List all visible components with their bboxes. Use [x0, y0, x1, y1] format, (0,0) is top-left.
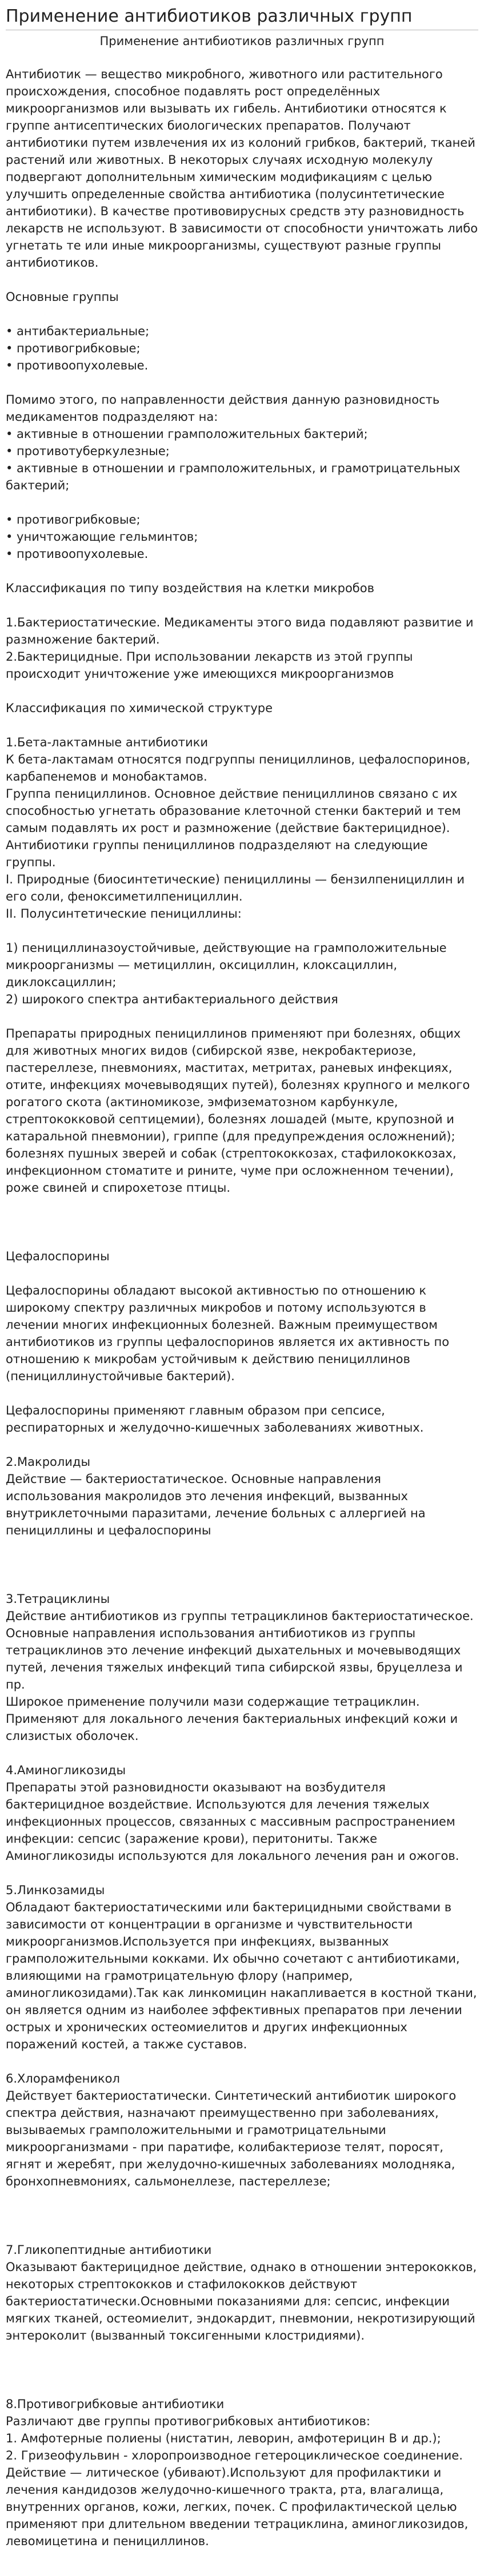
document-paragraph: 1.Бактериостатические. Медикаменты этого вида подавляют развитие и размножение бактерий. 2.Бактерицидные. При использовании лекарств из этой группы происходит уничтожение уже имеющихся микроорганизмов	[6, 616, 474, 681]
document-paragraph: Классификация по типу воздействия на клетки микробов	[6, 581, 374, 595]
document-paragraph: Классификация по химической структуре	[6, 701, 273, 715]
document-paragraph: Антибиотик — вещество микробного, животного или растительного происхождения, способное подавлять рост определённых микроорганизмов или вызывать их гибель. Антибиотики относятся к группе антисептических биологических препаратов. Получают антибиотики путем извлечения их из колоний грибков, бактерий, тканей растений или животных. В некоторых случаях исходную молекулу подвергают дополнительным химическим модификациям с целью улучшить определенные свойства антибиотика (полусинтетические антибиотики). В качестве противовирусных средств эту разновидность лекарств не используют. В зависимости от способности уничтожать либо угнетать те или иные микроорганизмы, существуют разные группы антибиотиков.	[6, 67, 478, 270]
document-paragraph: Цефалоспорины	[6, 1249, 110, 1263]
document-paragraph: 1.Бета-лактамные антибиотики К бета-лактамам относятся подгруппы пенициллинов, цефалоспоринов, карбапенемов и монобактамов. Группа пенициллинов. Основное действие пенициллинов связано с их способностью угнетать образование клеточной стенки бактерий и тем самым подавлять их рост и размножение (действие бактерицидное). Антибиотики группы пенициллинов подразделяют на следующие группы. I. Природные (биосинтетические) пенициллины — бензилпенициллин и его соли, феноксиметилпенициллин. II. Полусинтетические пенициллины:	[6, 736, 470, 921]
document-paragraph	[6, 1213, 478, 1231]
document-paragraph: • антибактериальные; • противогрибковые; • противоопухолевые.	[6, 324, 150, 372]
document-paragraph: Основные группы	[6, 290, 119, 304]
document-paragraph: Препараты природных пенициллинов применяют при болезнях, общих для животных многих видов (сибирской язве, некробактериозе, пастереллезе, пневмониях, маститах, метритах, раневых инфекциях, отите, инфекциях мочевыводящих путей), болезнях крупного и мелкого рогатого скота (актиномикозе, эмфизематозном карбункуле, стрептококковой септицемии), болезнях лошадей (мыте, крупозной и катаральной пневмонии), гриппе (для предупреждения осложнений); болезнях пушных зверей и собак (стрептококкозах, стафилококкозах, инфекционном стоматите и рините, чуме при осложненном течении), роже свиней и спирохетозе птицы.	[6, 1027, 470, 1195]
document-paragraph: 1) пенициллиназоустойчивые, действующие на грамположительные микроорганизмы — метициллин, оксициллин, клоксациллин, диклоксациллин; 2) широкого спектра антибактериального действия	[6, 941, 447, 1006]
document-paragraph: • противогрибковые; • уничтожающие гельминтов; • противоопухолевые.	[6, 513, 198, 561]
document-body	[6, 66, 478, 2550]
document-paragraph	[6, 2207, 478, 2224]
document-paragraph	[6, 1556, 478, 1573]
document-paragraph: 2.Макролиды Действие — бактериостатическое. Основные направления использования макролидов это лечения инфекций, вызванных внутриклеточными паразитами, лечение больных с аллергией на пенициллины и цефалоспорины	[6, 1455, 426, 1537]
page-title: Применение антибиотиков различных групп	[6, 6, 413, 26]
document-subtitle: Применение антибиотиков различных групп	[99, 34, 385, 48]
document-paragraph: Цефалоспорины применяют главным образом при сепсисе, респираторных и желудочно-кишечных заболеваниях животных.	[6, 1404, 424, 1434]
document-paragraph: 6.Хлорамфеникол Действует бактериостатически. Синтетический антибиотик широкого спектра действия, назначают преимущественно при заболеваниях, вызываемых грамположительными и грамотрицательными микроорганизмами - при паратифе, колибактериозе телят, поросят, ягнят и жеребят, при желудочно-кишечных заболеваниях молодняка, бронхопневмониях, сальмонеллезе, пастереллезе;	[6, 2072, 457, 2188]
document-paragraph	[6, 2361, 478, 2378]
document-paragraph: 5.Линкозамиды Обладают бактериостатическими или бактерицидными свойствами в зависимости от концентрации в организме и чувствительности микроорганизмов.Используется при инфекциях, вызванных грамположительными кокками. Их обычно сочетают с антибиотиками, влияющими на грамотрицательную флору (например, аминогликозидами).Так как линкомицин накапливается в костной ткани, он является одним из наиболее эффективных препаратов при лечении острых и хронических остеомиелитов и других инфекционных поражений костей, а также суставов.	[6, 1883, 477, 2051]
document-paragraph: 7.Гликопептидные антибиотики Оказывают бактерицидное действие, однако в отношении энтерококков, некоторых стрептококков и стафилококков действуют бактериостатически.Основными показаниями для: сепсис, инфекции мягких тканей, остеомиелит, эндокардит, пневмонии, некротизирующий энтероколит (вызванный токсигенными клостридиями).	[6, 2243, 477, 2342]
document-paragraph: Цефалоспорины обладают высокой активностью по отношению к широкому спектру различных микробов и потому используются в лечении многих инфекционных болезней. Важным преимуществом антибиотиков из группы цефалоспоринов является их активность по отношению к микробам устойчивым к действию пенициллинов (пенициллинустойчивые бактерий).	[6, 1284, 450, 1383]
document-paragraph: Помимо этого, по направленности действия данную разновидность медикаментов подразделяют на: • активные в отношении грамположительных бактерий; • противотуберкулезные; • активные в отношении и грамположительных, и грамотрицательных бактерий;	[6, 393, 461, 492]
document-paragraph: 4.Аминогликозиды Препараты этой разновидности оказывают на возбудителя бактерицидное воздействие. Используются для лечения тяжелых инфекционных процессов, связанных с массивным распространением инфекции: сепсис (заражение крови), перитониты. Также Аминогликозиды используются для локального лечения ран и ожогов.	[6, 1763, 459, 1863]
document-paragraph: 3.Тетрациклины Действие антибиотиков из группы тетрациклинов бактериостатическое. Основные направления использования антибиотиков из группы тетрациклинов это лечение инфекций дыхательных и мочевыводящих путей, лечения тяжелых инфекций типа сибирской язвы, бруцеллеза и пр. Широкое применение получили мази содержащие тетрациклин. Применяют для локального лечения бактериальных инфекций кожи и слизистых оболочек.	[6, 1592, 474, 1743]
document-paragraph: 8.Противогрибковые антибиотики Различают две группы противогрибковых антибиотиков: 1. Амфотерные полиены (нистатин, леворин, амфотерицин B и др.); 2. Гризеофульвин - хлоропроизводное гетероциклическое соединение. Действие — литическое (убивают).Используют для профилактики и лечения кандидозов желудочно-кишечного тракта, рта, влагалища, внутренних органов, кожи, легких, почек. С профилактической целью применяют при длительном введении тетрациклина, аминогликозидов, левомицетина и пенициллинов.	[6, 2397, 469, 2548]
